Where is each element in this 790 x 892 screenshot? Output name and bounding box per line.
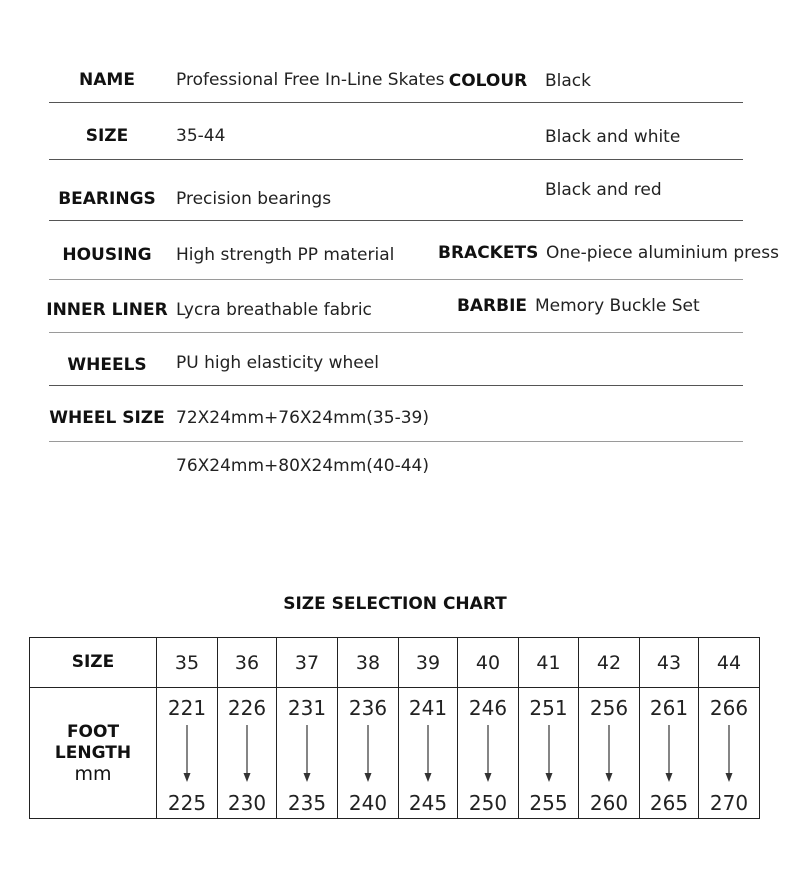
foot-length-from: 266 [709,696,749,720]
divider [49,332,743,333]
foot-length-to: 245 [408,791,448,815]
divider [49,102,743,103]
foot-length-cell [338,688,399,819]
down-arrow-icon [544,725,554,783]
spec-value-colour-3: Black and red [545,180,662,200]
down-arrow-icon [604,725,614,783]
foot-length-from: 246 [468,696,508,720]
spec-label-name: NAME [79,70,135,90]
foot-label-line: FOOT [66,721,120,742]
spec-label-wheels: WHEELS [67,355,147,375]
spec-label-housing: HOUSING [62,245,152,265]
foot-length-to: 235 [287,791,327,815]
down-arrow-icon [363,725,373,783]
spec-label-brackets: BRACKETS [438,243,539,263]
spec-value-bearings: Precision bearings [176,189,332,209]
foot-length-cell [458,688,519,819]
foot-length-from: 261 [649,696,689,720]
foot-length-cell [640,688,699,819]
divider [49,220,743,221]
foot-length-to: 250 [468,791,508,815]
spec-value-wheel-size-2: 76X24mm+80X24mm(40-44) [176,456,429,476]
foot-length-from: 236 [348,696,388,720]
size-cell: 44 [699,638,760,688]
divider [49,159,743,160]
size-row [30,638,760,688]
spec-value-colour-1: Black [545,71,591,91]
foot-length-label [30,688,157,819]
down-arrow-icon [182,725,192,783]
foot-length-from: 241 [408,696,448,720]
foot-length-from: 251 [529,696,568,720]
spec-value-housing: High strength PP material [176,245,395,265]
size-cell: 37 [277,638,338,688]
size-cell: 35 [157,638,218,688]
spec-label-wheel-size: WHEEL SIZE [49,408,165,428]
foot-length-to: 255 [529,791,568,815]
down-arrow-icon [423,725,433,783]
foot-length-cell [699,688,760,819]
spec-label-inner-liner: INNER LINER [46,300,168,320]
down-arrow-icon [302,725,312,783]
size-cell: 36 [218,638,277,688]
foot-length-row [30,688,760,819]
spec-value-name: Professional Free In-Line Skates [176,70,445,90]
foot-length-to: 265 [649,791,689,815]
chart-title: SIZE SELECTION CHART [283,594,507,614]
down-arrow-icon [664,725,674,783]
size-cell: 43 [640,638,699,688]
spec-value-size: 35-44 [176,126,226,146]
foot-length-from: 221 [167,696,207,720]
size-selection-table [29,637,760,819]
foot-label-line: LENGTH [54,742,132,763]
foot-length-to: 260 [589,791,629,815]
down-arrow-icon [724,725,734,783]
foot-length-cell [579,688,640,819]
foot-length-to: 240 [348,791,388,815]
size-cell: 42 [579,638,640,688]
divider [49,279,743,280]
spec-value-wheel-size-1: 72X24mm+76X24mm(35-39) [176,408,429,428]
spec-label-barbie: BARBIE [456,296,528,316]
spec-label-bearings: BEARINGS [58,189,156,209]
foot-length-cell [218,688,277,819]
divider [49,385,743,386]
size-row-label: SIZE [30,638,157,688]
spec-label-size: SIZE [85,126,129,146]
foot-length-to: 230 [227,791,267,815]
foot-length-from: 256 [589,696,629,720]
foot-length-to: 225 [167,791,207,815]
spec-value-inner-liner: Lycra breathable fabric [176,300,372,320]
size-cell: 38 [338,638,399,688]
down-arrow-icon [242,725,252,783]
spec-label-colour: COLOUR [448,71,528,91]
foot-length-cell [519,688,579,819]
foot-length-to: 270 [709,791,749,815]
foot-length-from: 231 [287,696,327,720]
foot-length-cell [277,688,338,819]
spec-value-wheels: PU high elasticity wheel [176,353,379,373]
size-cell: 41 [519,638,579,688]
divider [49,441,743,442]
spec-value-brackets: One-piece aluminium press [546,243,779,263]
foot-length-cell [157,688,218,819]
spec-value-colour-2: Black and white [545,127,681,147]
size-cell: 39 [399,638,458,688]
foot-length-from: 226 [227,696,267,720]
size-cell: 40 [458,638,519,688]
down-arrow-icon [483,725,493,783]
spec-value-barbie: Memory Buckle Set [535,296,700,316]
foot-length-cell [399,688,458,819]
foot-label-unit: mm [74,762,112,785]
